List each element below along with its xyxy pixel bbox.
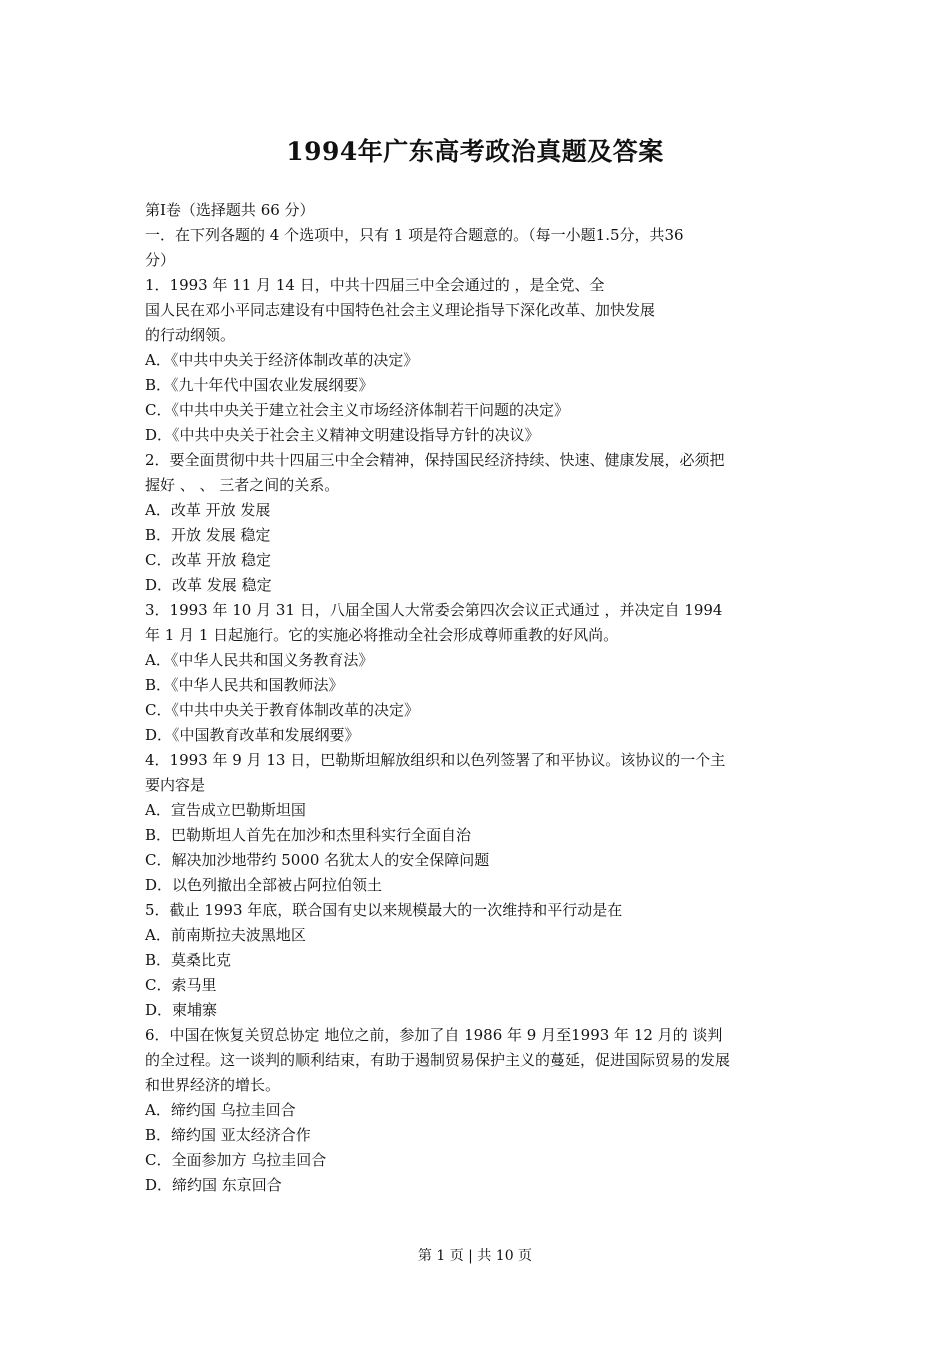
text-line: B．《九十年代中国农业发展纲要》 [145, 376, 374, 394]
text-line: C．改革 开放 稳定 [145, 551, 272, 569]
text-line: 2．要全面贯彻中共十四届三中全会精神，保持国民经济持续、快速、健康发展，必须把 [145, 451, 725, 469]
text-line: D．缔约国 东京回合 [145, 1176, 282, 1194]
text-line: C．解决加沙地带约 5000 名犹太人的安全保障问题 [145, 851, 490, 869]
text-line: 的行动纲领。 [145, 326, 236, 344]
text-line: 年 1 月 1 日起施行。它的实施必将推动全社会形成尊师重教的好风尚。 [145, 626, 619, 644]
text-line: A．前南斯拉夫波黑地区 [145, 926, 306, 944]
text-line: 5．截止 1993 年底，联合国有史以来规模最大的一次维持和平行动是在 [145, 901, 623, 919]
text-line: D．《中共中央关于社会主义精神文明建设指导方针的决议》 [145, 426, 540, 444]
text-line: 6．中国在恢复关贸总协定 地位之前，参加了自 1986 年 9 月至1993 年 12 月的 谈判 [145, 1026, 723, 1044]
document-title: 1994年广东高考政治真题及答案 [286, 137, 664, 166]
page-footer: 第 1 页 | 共 10 页 [417, 1248, 533, 1264]
text-line: A．改革 开放 发展 [145, 501, 271, 519]
text-line: B．《中华人民共和国教师法》 [145, 676, 344, 694]
text-line: 第Ⅰ卷（选择题共 66 分） [145, 201, 315, 219]
text-line: A．缔约国 乌拉圭回合 [145, 1101, 296, 1119]
text-line: C．《中共中央关于建立社会主义市场经济体制若干问题的决定》 [145, 401, 569, 419]
text-line: 要内容是 [145, 776, 206, 794]
text-line: 3．1993 年 10 月 31 日，八届全国人大常委会第四次会议正式通过 ，并决定自 1994 [145, 601, 723, 619]
text-line: D．以色列撤出全部被占阿拉伯领土 [145, 876, 383, 894]
text-line: 的全过程。这一谈判的顺利结束，有助于遏制贸易保护主义的蔓延，促进国际贸易的发展 [145, 1051, 731, 1069]
text-line: A．宣告成立巴勒斯坦国 [145, 801, 306, 819]
text-line: 4．1993 年 9 月 13 日，巴勒斯坦解放组织和以色列签署了和平协议。该协议的一个主 [145, 751, 726, 769]
text-line: A．《中华人民共和国义务教育法》 [145, 651, 374, 669]
text-line: 和世界经济的增长。 [145, 1076, 281, 1094]
text-line: C．全面参加方 乌拉圭回合 [145, 1151, 327, 1169]
text-line: 分） [145, 251, 176, 269]
text-line: B．缔约国 亚太经济合作 [145, 1126, 311, 1144]
text-line: C．《中共中央关于教育体制改革的决定》 [145, 701, 419, 719]
text-line: 一．在下列各题的 4 个选项中，只有 1 项是符合题意的。（每一小题1.5分，共36 [145, 226, 684, 244]
text-line: D．《中国教育改革和发展纲要》 [145, 726, 360, 744]
text-line: C．索马里 [145, 976, 217, 994]
text-line: 1．1993 年 11 月 14 日，中共十四届三中全会通过的 ，是全党、全 [145, 276, 605, 294]
document-body [145, 198, 805, 1198]
text-line: B．莫桑比克 [145, 951, 232, 969]
text-line: D．柬埔寨 [145, 1001, 218, 1019]
text-line: B．巴勒斯坦人首先在加沙和杰里科实行全面自治 [145, 826, 472, 844]
text-line: B．开放 发展 稳定 [145, 526, 271, 544]
text-line: A．《中共中央关于经济体制改革的决定》 [145, 351, 419, 369]
text-line: 国人民在邓小平同志建设有中国特色社会主义理论指导下深化改革、加快发展 [145, 301, 656, 319]
text-line: D．改革 发展 稳定 [145, 576, 272, 594]
text-line: 握好 、 、 三者之间的关系。 [145, 476, 340, 494]
